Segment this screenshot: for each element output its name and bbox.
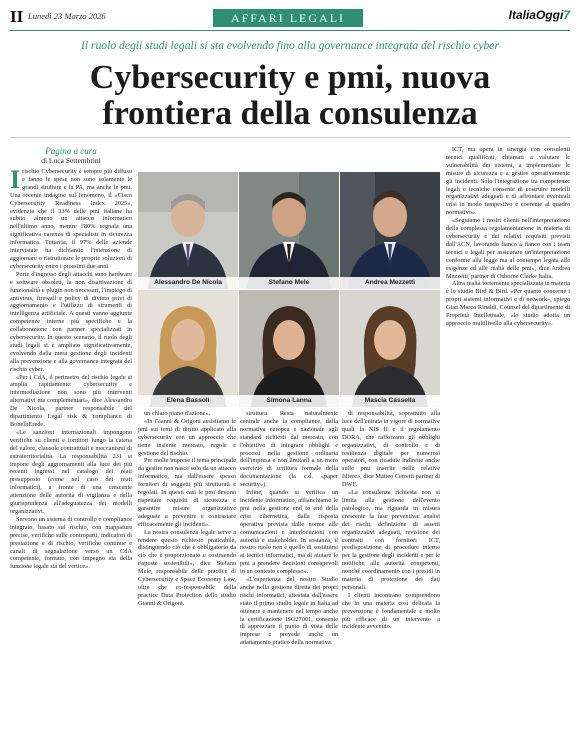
byline-label: Pagina a cura (45, 146, 97, 156)
section-label: AFFARI LEGALI (213, 9, 363, 27)
portrait-photo (340, 172, 440, 289)
headline-line-1: Cybersecurity e pmi, nuova (89, 59, 491, 96)
paragraph-text: rischio Cybersecurity è sempre più diffuso e fanno le spese non sono solamente le grandi strutture e la PA, ma anche le pmi. Una recente indagine sul fenomeno, il «Cisco Cybersecurity Readiness Index 2025», evidenzia che il 33% delle pmi italiane ha subito almeno un attacco informatico nell'ultimo anno, mentre l'80% segnala una significativa carenza di specialisti in sicurezza informatica. Tuttavia, il 97% delle aziende intervistate ha dichiarato l'intenzione di aggiornare o ristrutturare le proprie soluzioni di cybersecurity entro i prossimi due anni. (10, 168, 132, 270)
article-paragraph: Porte d'ingresso degli attacchi sono hardware e software obsoleti, la non disattivazione di funzionalità e plugin non necessari, l'impiego di antivirus, firewall e policy di divieto privi di aggiornamento e l'utilizzo di strumenti di intelligenza artificiale. A questi vanno aggiunte competenze interne più specifiche e la collaborazione con partner specializzati in cybersecurity. In questo scenario, il ruolo degli studi legali si è ampliato significativamente, evolvendo dalla mera gestione degli incidenti alla prevenzione e alla governance integrata del rischio cyber. (10, 270, 132, 373)
article-paragraph: struttura. Resta naturalmente centrale anche la compliance, dalla normativa europea e nazionale agli standard richiesti dal mercato, con l'obiettivo di integrare obblighi e processi nella gestione ordinaria dell'impresa e non limitarli a un mero esercizio di scrittura formale della documentazione (la c.d. «paper security»). (240, 410, 338, 489)
article-paragraph: «Le sanzioni internazionali impongono verifiche su clienti e fornitori lungo la catena del valore, clausole contrattuali e meccanismi di estraterritorialità. La responsabilità 231 si impone degli aggiornamenti alla luce dei più recenti ingressi nel catalogo dei reati presupposto (come nel caso dei reati informatici), a fronte di una crescente attenzione delle autorità di vigilanza e della giurisprudenza all'adeguatezza dei modelli organizzativi. (10, 428, 132, 515)
article-paragraph: Servono un sistema di controllo e compliance integrato, basato sul rischio, con mappature precise, verifiche sulle controparti, indicatori di prestazione e di rischio, verifiche continue e canali di segnalazione verso un CdA competente, formato, con impegno sia della funzione legale sia del vertice». (10, 515, 132, 571)
portrait-caption: Stefano Mele (239, 277, 339, 289)
article-headline (10, 60, 570, 132)
headline-rule (10, 137, 570, 138)
article-paragraph: di responsabilità, soprattutto alla luce dell'entrata in vigore di normative quali la NIS II e il regolamento DORA, che rafforzano gli obblighi organizzativi, di controllo e di resilienza digitale per numerosi operatori, con ricadute indirette anche sulle pmi inserite nelle relative filiere», dice Matteo Cerretti partner di DWF. (342, 410, 440, 489)
portrait-image (340, 290, 440, 407)
article-paragraph: ICT, ma opera in sinergia con consulenti tecnici qualificati, chiamati a valutare le vulnerabilità dei sistemi, a implementare le misure di sicurezza e a gestire operativamente gli incidenti. Solo l'integrazione tra competenze legali e tecniche consente di costruire modelli organizzativi adeguati e di affrontare eventuali crisi in modo tempestivo e coerente al quadro normativo». (446, 146, 570, 217)
article-paragraph: La nostra consulenza legale serve a rendere questo richiesto praticabile, distinguendo ciò che è obbligatorio da ciò che è proporzionato e costruendo risposte sostenibili», dice Stefano Mele, responsabile delle practice di Cybersecurity e Space Economy Law, oltre che co-responsabile della practice Data Protection dello studio Gianni & Origoni. (138, 528, 236, 607)
portrait-caption: Simona Lanna (239, 395, 339, 407)
article-column-6 (446, 146, 570, 740)
portrait-caption: Andrea Mezzetti (340, 277, 440, 289)
portrait-image (138, 172, 238, 289)
portrait-image (340, 172, 440, 289)
issue-date: Lunedì 23 Marzo 2026 (28, 11, 106, 21)
portrait-image (239, 290, 339, 407)
page-number: II (10, 7, 24, 26)
article-paragraph: I clienti incontrano comprendono che in una materia così delicata la prevenzione è fondamentale e molto più efficace di un intervento a incidente avvenuto. (342, 591, 440, 631)
article-paragraph: «Seguiamo i nostri clienti nell'interpretazione della complessa regolamentazione in materia di cybersecurity e dei relativi requisiti previsti dall'ACN, lavorando fianco a fianco con i team tecnici e legali per assicurare un'interpretazione conforme alla legge ma al contempo legata alle esigenze ed alle realtà delle pmi», dice Andrea Mezzetti, partner di Osborne Clarke Italia. (446, 217, 570, 280)
article-column-4 (240, 410, 338, 740)
byline (10, 146, 132, 166)
dropcap: I (10, 168, 21, 194)
page-header (0, 0, 580, 38)
byline-author: di Luca Settembrini (41, 156, 101, 165)
publication-logo (509, 8, 570, 22)
article-paragraph: «La consulenza richiesta non si limita alla gestione dell'evento patologico, ma riguarda in misura crescente la fase preventiva: analisi dei rischi, definizione di assetti organizzativi adeguati, revisione dei contratti con fornitori ICT, predisposizione di procedure interne per la gestione degli incidenti e per le notifiche alle autorità competenti, nonché coordinamento con i presidi in materia di protezione dei dati personali. (342, 489, 440, 591)
portrait-photo (138, 172, 238, 289)
portrait-image (239, 172, 339, 289)
article-paragraph: «L'esperienza del nostro Studio anche nella gestione diretta dei propri rischi informatici, attestata dall'essere stato il primo studio legale in Italia ad ottenere e mantenere nel tempo anche la certificazione ISO27001, consente di apprezzare il punto di vista delle imprese e prevede anche un adattamento pratico della normativa. (240, 576, 338, 647)
article-column-5 (342, 410, 440, 740)
article-paragraph: Infine, quando si verifica un incidente informatico, affianchiamo le pmi nella gestione end to end della crisi cibernetica, dalla risposta operativa prevista dalle norme alle comunicazioni e interlocuzioni con autorità e stakeholder. In sostanza, il nostro ruolo non è quello di sostituirsi ai tecnici informatici, ma di aiutare le pmi a prendere decisioni consapevoli in un contesto complesso». (240, 489, 338, 576)
article-paragraph: Per molte imprese il tema principale da gestire non nasce solo da un attacco informatico, ma dall'essere spesso fornitori di soggetti più strutturati e regolati. In questi casi le pmi devono rispettare requisiti di sicurezza e garantire misure organizzative adeguate a prevenire e contrastare efficacemente gli incidenti». (138, 457, 236, 528)
portrait-caption: Mascia Cassella (340, 395, 440, 407)
header-rule (10, 30, 570, 31)
article-paragraph: «Per i CdA, il perimetro del rischio legale si amplia rapidamente: cybersecurity e intermediazione non sono più interventi alternativi ma complementari», dice Alessandro De Nicola, partner responsabile del dipartimento Legal risk & compliance di BonelliErede. (10, 373, 132, 428)
article-column-1 (10, 168, 132, 740)
portrait-photo (340, 290, 440, 407)
article-paragraph (10, 168, 132, 271)
portrait-photo (239, 172, 339, 289)
portrait-photo (138, 290, 238, 407)
article-kicker: Il ruolo degli studi legali si sta evolvendo fino alla governance integrata del rischio cyber (81, 39, 499, 52)
portrait-caption: Alessandro De Nicola (138, 277, 238, 289)
photo-grid (138, 172, 440, 406)
article-paragraph: un chiaro piano d'azione». (144, 410, 211, 417)
portrait-photo (239, 290, 339, 407)
publication-name: ItaliaOggi (508, 8, 564, 22)
article-paragraph: «In Gianni & Origoni assistiamo le pmi sui temi di diritto applicato alla cybersecurity con un approccio che tiene insieme mercato, regole e gestione del rischio. (138, 417, 236, 457)
article-column-3 (138, 410, 236, 740)
portrait-caption: Elena Bassoli (138, 395, 238, 407)
headline-line-2: frontiera della consulenza (102, 95, 478, 132)
portrait-image (138, 290, 238, 407)
publication-number: 7 (563, 8, 570, 22)
article-paragraph: Altra realtà fortemente specializzata in materia è lo studio Bird & Bird. «Per quanto concerne i propri sistemi informativi e di network», spiega Gian Marco Rinaldi, Counsel del dipartimento di Proprietà Intellettuale, «lo studio adotta un approccio multilivello alla cybersecurity». (446, 280, 570, 327)
